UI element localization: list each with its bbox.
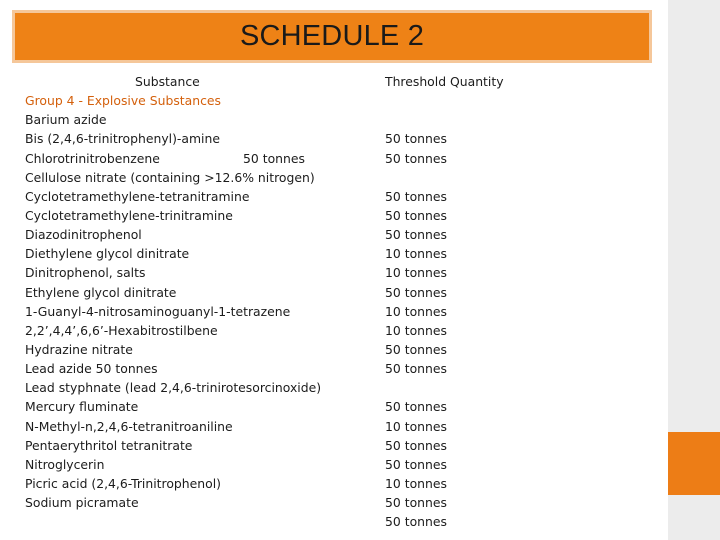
quantity-cell: 50 tonnes bbox=[385, 227, 447, 243]
substance-header: Substance bbox=[135, 74, 200, 89]
substance-item: Mercury fluminate bbox=[25, 399, 139, 415]
quantity-cell: 50 tonnes bbox=[385, 514, 447, 530]
page-title: SCHEDULE 2 bbox=[239, 20, 425, 52]
quantity-cell: 50 tonnes bbox=[385, 131, 447, 147]
quantity-cell: 50 tonnes bbox=[385, 150, 447, 166]
quantity-cell: 50 tonnes bbox=[385, 188, 447, 204]
quantity-cell bbox=[385, 168, 585, 187]
quantity-cell: 50 tonnes bbox=[385, 361, 447, 377]
substance-item: Cyclotetramethylene-tetranitramine bbox=[25, 188, 250, 204]
threshold-header: Threshold Quantity bbox=[385, 74, 504, 89]
quantity-cell: 50 tonnes bbox=[385, 399, 447, 415]
substance-item: Chlorotrinitrobenzene bbox=[25, 150, 160, 166]
quantity-cell: 10 tonnes bbox=[385, 322, 447, 338]
substance-column bbox=[25, 72, 375, 512]
quantity-cell: 50 tonnes bbox=[385, 341, 447, 357]
right-accent-block bbox=[668, 432, 720, 495]
quantity-cell bbox=[385, 91, 585, 110]
quantity-cell: 10 tonnes bbox=[385, 418, 447, 434]
substance-item: Cyclotetramethylene-trinitramine bbox=[25, 207, 233, 223]
quantity-cell: 10 tonnes bbox=[385, 246, 447, 262]
substance-item: Lead azide 50 tonnes bbox=[25, 361, 158, 377]
substance-item: Cellulose nitrate (containing >12.6% nitrogen) bbox=[25, 169, 315, 185]
quantity-cell: 50 tonnes bbox=[385, 456, 447, 472]
threshold-column bbox=[385, 72, 585, 531]
substance-item: Dinitrophenol, salts bbox=[25, 265, 146, 281]
substance-item: Ethylene glycol dinitrate bbox=[25, 284, 177, 300]
quantity-cell: 50 tonnes bbox=[385, 437, 447, 453]
substance-item: 2,2’,4,4’,6,6’-Hexabitrostilbene bbox=[25, 322, 218, 338]
quantity-cell: 50 tonnes bbox=[385, 284, 447, 300]
inline-quantity: 50 tonnes bbox=[243, 150, 305, 166]
quantity-cell: 10 tonnes bbox=[385, 303, 447, 319]
substance-item: Sodium picramate bbox=[25, 495, 139, 511]
quantity-cell: 50 tonnes bbox=[385, 495, 447, 511]
substance-item: Barium azide bbox=[25, 112, 107, 128]
substance-item: Diazodinitrophenol bbox=[25, 227, 142, 243]
substance-item: Hydrazine nitrate bbox=[25, 341, 133, 357]
substance-item: Diethylene glycol dinitrate bbox=[25, 246, 190, 262]
quantity-cell: 10 tonnes bbox=[385, 265, 447, 281]
substance-item: Bis (2,4,6-trinitrophenyl)-amine bbox=[25, 131, 220, 147]
quantity-cell bbox=[385, 110, 585, 129]
group-heading: Group 4 - Explosive Substances bbox=[25, 93, 221, 109]
quantity-cell: 10 tonnes bbox=[385, 475, 447, 491]
quantity-cell: 50 tonnes bbox=[385, 207, 447, 223]
substance-item: Nitroglycerin bbox=[25, 456, 105, 472]
title-banner bbox=[12, 10, 652, 63]
substance-item: 1-Guanyl-4-nitrosaminoguanyl-1-tetrazene bbox=[25, 303, 291, 319]
substance-item: Lead styphnate (lead 2,4,6-trinirotesorcinoxide) bbox=[25, 380, 322, 396]
substance-item: Picric acid (2,4,6-Trinitrophenol) bbox=[25, 475, 221, 491]
substance-item: Pentaerythritol tetranitrate bbox=[25, 437, 193, 453]
substance-item: N-Methyl-n,2,4,6-tetranitroaniline bbox=[25, 418, 233, 434]
substance-item-row bbox=[25, 149, 375, 168]
quantity-cell bbox=[385, 378, 585, 397]
